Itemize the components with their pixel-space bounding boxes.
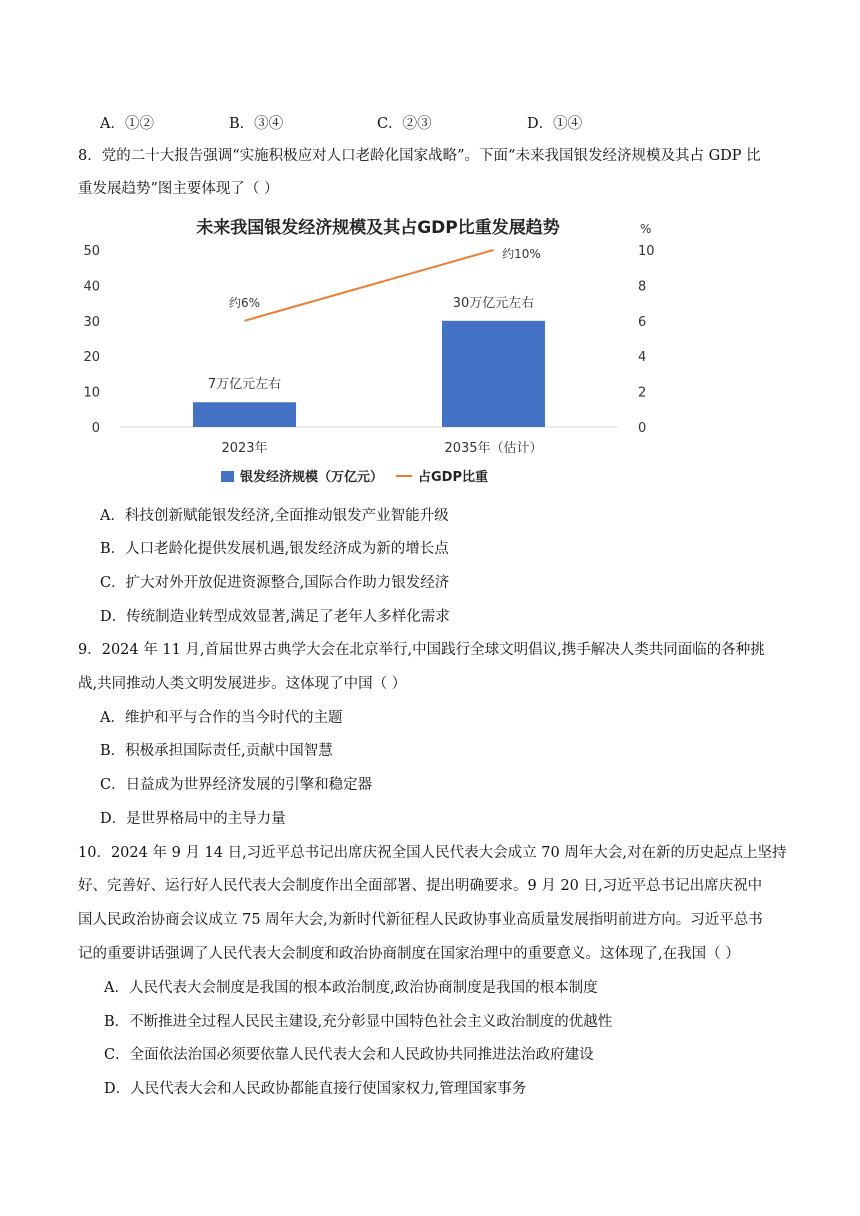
bar-data-label: 30万亿元左右: [452, 295, 535, 311]
q10-option-d: D．人民代表大会和人民政协都能直接行使国家权力,管理国家事务: [104, 1081, 527, 1097]
q7-option-a: A．①②: [100, 116, 154, 132]
q8-option-d: D．传统制造业转型成效显著,满足了老年人多样化需求: [100, 609, 450, 625]
q9-option-a: A．维护和平与合作的当今时代的主题: [100, 710, 343, 726]
q10-option-c: C．全面依法治国必须要依靠人民代表大会和人民政协共同推进法治政府建设: [104, 1047, 594, 1063]
bar: [442, 321, 545, 427]
silver-economy-chart: [78, 208, 678, 498]
legend-label-line: 占GDP比重: [418, 470, 488, 485]
y-tick-label: 40: [83, 279, 100, 295]
y-tick-label: 50: [83, 244, 100, 259]
x-tick-label: 2023年: [221, 441, 268, 456]
q7-option-d: D．①④: [527, 116, 583, 132]
q10-stem-line-2: 好、完善好、运行好人民代表大会制度作出全面部署、提出明确要求。9 月 20 日,习近平总书记出席庆祝中: [78, 878, 763, 894]
q9-stem-line-2: 战,共同推动人类文明发展进步。这体现了中国（ ）: [78, 676, 407, 692]
q9-option-c: C．日益成为世界经济发展的引擎和稳定器: [100, 777, 373, 793]
q9-option-d: D．是世界格局中的主导力量: [100, 811, 286, 827]
y2-tick-label: 4: [638, 350, 647, 366]
legend-label-bar: 银发经济规模（万亿元）: [240, 470, 384, 485]
y2-tick-label: 8: [638, 279, 647, 295]
legend-swatch-bar: [221, 471, 234, 482]
q8-option-c: C．扩大对外开放促进资源整合,国际合作助力银发经济: [100, 575, 450, 591]
q7-option-c: C．②③: [377, 116, 432, 132]
y2-tick-label: 10: [638, 244, 655, 259]
line-data-label: 约6%: [228, 295, 261, 310]
y2-tick-label: 0: [638, 421, 647, 436]
q7-option-b: B．③④: [229, 116, 284, 132]
q9-stem-line-1: 9．2024 年 11 月,首届世界古典学大会在北京举行,中国践行全球文明倡议,携手解决人类共同面临的各种挑: [78, 642, 765, 658]
y-tick-label: 20: [83, 350, 100, 366]
q8-stem-line-1: 8．党的二十大报告强调“实施积极应对人口老龄化国家战略”。下面“未来我国银发经济规模及其占 GDP 比: [78, 148, 761, 164]
y2-unit-label: %: [640, 222, 652, 236]
q8-option-b: B．人口老龄化提供发展机遇,银发经济成为新的增长点: [100, 541, 449, 557]
chart-svg: [78, 208, 678, 498]
q10-stem-line-4: 记的重要讲话强调了人民代表大会制度和政治协商制度在国家治理中的重要意义。这体现了,在我国（ ）: [78, 946, 740, 962]
chart-title: 未来我国银发经济规模及其占GDP比重发展趋势: [196, 218, 560, 238]
y-tick-label: 10: [83, 385, 100, 401]
y-tick-label: 30: [83, 314, 100, 330]
bar: [193, 402, 296, 427]
q10-stem-line-3: 国人民政治协商会议成立 75 周年大会,为新时代新征程人民政协事业高质量发展指明前进方向。习近平总书: [78, 912, 763, 928]
q9-option-b: B．积极承担国际责任,贡献中国智慧: [100, 743, 333, 759]
q10-option-b: B．不断推进全过程人民民主建设,充分彰显中国特色社会主义政治制度的优越性: [104, 1014, 613, 1030]
line-data-label: 约10%: [502, 247, 541, 261]
y-tick-label: 0: [91, 421, 100, 436]
y2-tick-label: 2: [638, 385, 647, 401]
y2-tick-label: 6: [638, 314, 647, 330]
q8-option-a: A．科技创新赋能银发经济,全面推动银发产业智能升级: [100, 508, 449, 524]
q8-stem-line-2: 重发展趋势”图主要体现了（ ）: [78, 181, 279, 197]
q10-stem-line-1: 10．2024 年 9 月 14 日,习近平总书记出席庆祝全国人民代表大会成立 70 周年大会,对在新的历史起点上坚持: [78, 845, 787, 861]
bar-data-label: 7万亿元左右: [207, 377, 282, 393]
q10-option-a: A．人民代表大会制度是我国的根本政治制度,政治协商制度是我国的根本制度: [104, 980, 598, 996]
x-tick-label: 2035年（估计）: [444, 441, 543, 456]
